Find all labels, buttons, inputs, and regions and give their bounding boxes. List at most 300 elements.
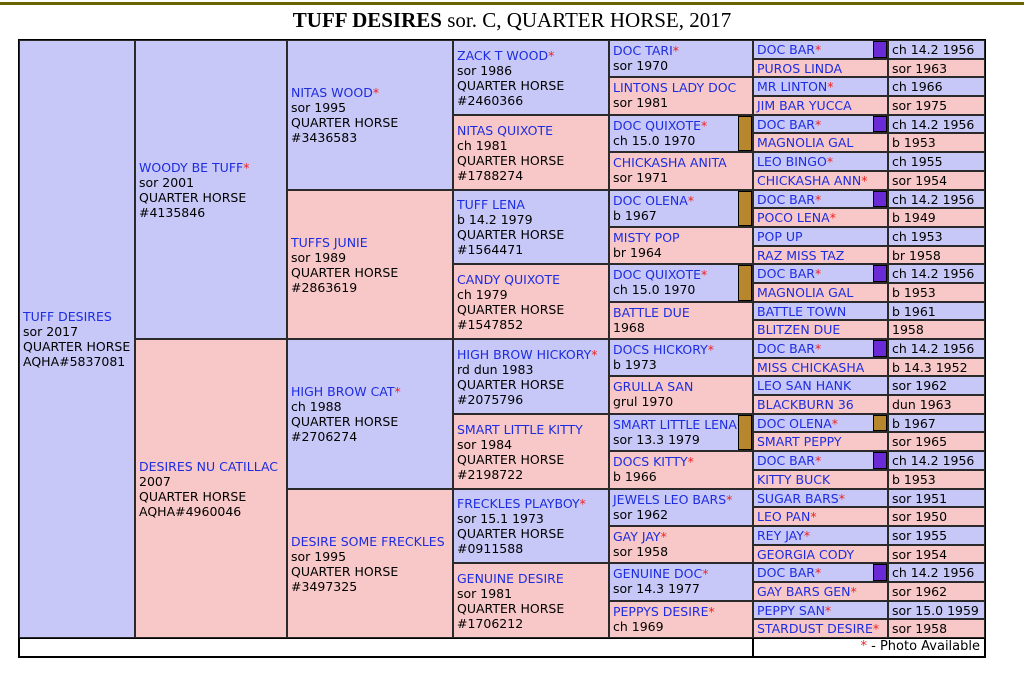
pedigree-entry (287, 40, 453, 190)
horse-info-cell (888, 414, 985, 432)
horse-info: sor 1950 (892, 509, 948, 524)
horse-detail-line: b 14.2 1979 (457, 212, 533, 227)
horse-info-cell (888, 208, 985, 227)
horse-detail-line: sor 1958 (613, 544, 669, 559)
horse-name-link[interactable]: DOC BAR (757, 266, 815, 281)
horse-name-cell (753, 171, 888, 190)
horse-name-link[interactable]: DOC BAR (757, 42, 815, 57)
horse-name-link[interactable]: NITAS WOOD (291, 85, 373, 100)
photo-available-star: * (814, 565, 822, 580)
horse-name-cell (753, 320, 888, 339)
horse-name-link[interactable]: NITAS QUIXOTE (457, 122, 553, 138)
horse-info-cell (888, 77, 985, 96)
horse-info: sor 1954 (892, 173, 948, 188)
horse-name-cell (753, 545, 888, 563)
pedigree-entry (753, 470, 985, 489)
pedigree-entry (753, 489, 985, 507)
horse-info-cell (888, 302, 985, 320)
horse-text (613, 529, 749, 559)
horse-name-link[interactable]: DOC OLENA (613, 193, 688, 208)
horse-name-link[interactable]: LEO BINGO (757, 154, 827, 169)
pedigree-entry (609, 264, 753, 302)
photo-thumbnail-icon[interactable] (873, 41, 887, 58)
horse-name-link[interactable]: DOC BAR (757, 565, 815, 580)
photo-available-star: * (838, 491, 845, 506)
horse-info: ch 1966 (892, 79, 943, 94)
photo-available-star: * (803, 528, 811, 543)
horse-info: b 1967 (892, 416, 936, 431)
horse-name-line (613, 155, 749, 170)
horse-name-line (291, 235, 449, 250)
horse-detail-line: QUARTER HORSE (291, 115, 399, 130)
horse-name-line (613, 43, 749, 58)
pedigree-entry (609, 601, 753, 638)
horse-info-cell (888, 432, 985, 451)
horse-detail-line: QUARTER HORSE (291, 414, 399, 429)
pedigree-entry (753, 190, 985, 208)
horse-name-line (139, 459, 283, 474)
photo-available-star: * (814, 266, 822, 281)
photo-thumbnail-icon[interactable] (873, 452, 887, 469)
horse-detail-line: QUARTER HORSE (139, 488, 247, 504)
pedigree-entry (609, 376, 753, 414)
photo-thumbnail-icon[interactable] (738, 415, 752, 450)
photo-thumbnail-icon[interactable] (873, 265, 887, 282)
horse-detail-line: #2706274 (291, 429, 358, 444)
horse-detail-line: sor 1981 (613, 95, 669, 110)
pedigree-entry (753, 582, 985, 601)
horse-name-cell (753, 451, 888, 470)
horse-detail-line: AQHA#5837081 (23, 354, 126, 369)
horse-name-cell (753, 59, 888, 77)
horse-name-cell (753, 264, 888, 283)
photo-available-star: * (814, 453, 822, 468)
horse-info-cell (888, 320, 985, 339)
horse-info-cell (888, 395, 985, 414)
horse-name-link[interactable]: GENUINE DESIRE (457, 570, 564, 586)
horse-info-cell (888, 171, 985, 190)
horse-detail-line: QUARTER HORSE (457, 152, 565, 168)
horse-name-cell (753, 395, 888, 414)
photo-available-star: * (826, 154, 834, 169)
horse-detail-line: #2075796 (457, 391, 524, 407)
horse-name-link[interactable]: DESIRE SOME FRECKLES (291, 533, 445, 549)
pedigree-entry (753, 320, 985, 339)
photo-available-star: * (814, 117, 822, 132)
horse-name-link[interactable]: STARDUST DESIRE (757, 621, 873, 636)
horse-detail-line: QUARTER HORSE (457, 526, 565, 541)
horse-name-line (139, 160, 283, 175)
horse-info: b 1953 (892, 285, 936, 300)
horse-info-cell (888, 619, 985, 638)
horse-name-link[interactable]: JIM BAR YUCCA (757, 98, 852, 113)
horse-info-cell (888, 563, 985, 582)
pedigree-entry (753, 77, 985, 96)
horse-info-cell (888, 451, 985, 470)
horse-detail-line: #2863619 (291, 279, 358, 295)
horse-name-cell (753, 133, 888, 152)
horse-info-cell (888, 96, 985, 115)
horse-text (457, 272, 605, 332)
horse-name-link[interactable]: KITTY BUCK (757, 472, 831, 487)
horse-info: sor 1954 (892, 547, 948, 562)
horse-name-link[interactable]: PEPPY SAN (757, 603, 825, 618)
horse-name-link[interactable]: HIGH BROW HICKORY (457, 346, 592, 362)
photo-available-star: * (861, 173, 868, 188)
horse-text (457, 48, 605, 108)
horse-name-link[interactable]: CHICKASHA ANITA (613, 155, 727, 170)
horse-name-line (23, 309, 131, 324)
horse-info-cell (888, 601, 985, 619)
horse-name-link[interactable]: DOC BAR (757, 192, 815, 207)
photo-available-star: * (579, 496, 586, 511)
horse-name-link[interactable]: DESIRES NU CATILLAC (139, 458, 279, 474)
horse-detail-line: #2460366 (457, 92, 524, 108)
horse-text (613, 230, 749, 260)
horse-name-link[interactable]: LEO PAN (757, 509, 811, 524)
photo-available-star: * (708, 604, 715, 619)
horse-name-link[interactable]: WOODY BE TUFF (139, 159, 244, 175)
horse-name-line (291, 384, 449, 399)
horse-detail-line: sor 1995 (291, 548, 347, 564)
horse-info: ch 1953 (892, 229, 943, 244)
horse-text (613, 43, 749, 73)
pedigree-entry (135, 40, 287, 339)
horse-name-link[interactable]: SMART LITTLE KITTY (457, 421, 583, 437)
horse-info-cell (888, 526, 985, 545)
horse-detail-line: rd dun 1983 (457, 361, 534, 377)
horse-text (613, 604, 749, 634)
horse-info: b 1953 (892, 135, 936, 150)
horse-text (613, 566, 749, 596)
horse-detail-line: ch 15.0 1970 (613, 133, 696, 148)
horse-name-cell (753, 246, 888, 264)
footer-blank-cell (19, 638, 753, 657)
horse-name-link[interactable]: POP UP (757, 229, 803, 244)
horse-name-cell (753, 376, 888, 395)
horse-info-cell (888, 190, 985, 208)
title-horse-name: TUFF DESIRES (292, 8, 442, 32)
horse-info: sor 15.0 1959 (892, 603, 979, 618)
horse-detail-line: sor 2017 (23, 324, 79, 339)
pedigree-entry (609, 489, 753, 526)
horse-name-link[interactable]: DOC BAR (757, 117, 815, 132)
horse-info-cell (888, 376, 985, 395)
horse-info-cell (888, 227, 985, 246)
horse-name-link[interactable]: DOCS HICKORY (613, 342, 708, 357)
horse-name-line (613, 379, 749, 394)
horse-text (613, 454, 749, 484)
photo-available-star: * (850, 584, 857, 599)
pedigree-entry (753, 526, 985, 545)
horse-info-cell (888, 582, 985, 601)
horse-detail-line: sor 1986 (457, 62, 513, 78)
horse-detail-line: sor 1971 (613, 170, 669, 185)
horse-text (291, 85, 449, 145)
horse-name-cell (753, 96, 888, 115)
horse-detail-line: sor 1989 (291, 249, 347, 265)
horse-name-link[interactable]: GENUINE DOC (613, 566, 703, 581)
pedigree-entry (453, 115, 609, 190)
horse-name-link[interactable]: FRECKLES PLAYBOY (457, 496, 580, 511)
horse-text (613, 193, 749, 223)
horse-text (613, 155, 749, 185)
horse-info: b 14.3 1952 (892, 360, 968, 375)
photo-available-star: * (726, 492, 733, 507)
horse-name-line (457, 197, 605, 212)
photo-thumbnail-icon[interactable] (738, 265, 752, 301)
horse-info-cell (888, 283, 985, 302)
photo-available-star: * (591, 346, 598, 362)
horse-name-link[interactable]: DOC QUIXOTE (613, 118, 701, 133)
pedigree-entry (753, 619, 985, 638)
horse-info: ch 14.2 1956 (892, 266, 975, 281)
horse-name-link[interactable]: CHICKASHA ANN (757, 173, 862, 188)
horse-name-link[interactable]: GAY BARS GEN (757, 584, 851, 599)
horse-text (457, 197, 605, 257)
photo-available-star: * (700, 267, 708, 282)
horse-name-link[interactable]: LINTONS LADY DOC (613, 80, 737, 95)
horse-name-link[interactable]: DOC BAR (757, 341, 815, 356)
horse-info: sor 1951 (892, 491, 948, 506)
horse-info: ch 1955 (892, 154, 943, 169)
horse-name-link[interactable]: ZACK T WOOD (457, 47, 549, 63)
horse-name-link[interactable]: BATTLE TOWN (757, 304, 847, 319)
horse-name-cell (753, 227, 888, 246)
pedigree-entry (753, 59, 985, 77)
pedigree-entry (753, 171, 985, 190)
horse-detail-line: QUARTER HORSE (457, 600, 565, 616)
horse-name-line (457, 272, 605, 287)
horse-name-cell (753, 152, 888, 171)
pedigree-entry (753, 395, 985, 414)
horse-name-link[interactable]: MAGNOLIA GAL (757, 285, 854, 300)
horse-info: b 1949 (892, 210, 936, 225)
horse-name-link[interactable]: DOC TARI (613, 43, 673, 58)
horse-text (291, 235, 449, 295)
pedigree-entry (453, 563, 609, 638)
photo-available-star: * (810, 509, 817, 524)
horse-name-cell (753, 302, 888, 320)
horse-name-line (613, 193, 749, 208)
pedigree-entry (753, 451, 985, 470)
horse-info-cell (888, 115, 985, 133)
horse-info: br 1958 (892, 248, 941, 263)
horse-info: sor 1975 (892, 98, 948, 113)
top-rule (0, 2, 1024, 5)
horse-name-cell (753, 190, 888, 208)
horse-info-cell (888, 264, 985, 283)
horse-detail-line: QUARTER HORSE (291, 264, 399, 280)
horse-name-line (613, 529, 749, 544)
horse-info-cell (888, 40, 985, 59)
photo-available-star: * (824, 603, 832, 618)
horse-info-cell (888, 489, 985, 507)
horse-detail-line: 1968 (613, 320, 645, 335)
horse-name-link[interactable]: LEO SAN HANK (757, 378, 852, 393)
horse-text (613, 492, 749, 522)
horse-name-link[interactable]: JEWELS LEO BARS (613, 492, 727, 507)
horse-detail-line: QUARTER HORSE (457, 227, 565, 242)
page-title (0, 8, 1024, 33)
horse-name-cell (753, 601, 888, 619)
horse-name-link[interactable]: REY JAY (757, 528, 804, 543)
photo-available-star: * (707, 342, 715, 357)
pedigree-entry (609, 339, 753, 376)
photo-thumbnail-icon[interactable] (873, 116, 887, 132)
horse-detail-line: ch 1979 (457, 286, 508, 302)
horse-name-link[interactable]: PUROS LINDA (757, 61, 843, 76)
horse-name-cell (753, 563, 888, 582)
horse-text (457, 571, 605, 631)
horse-info-cell (888, 133, 985, 152)
pedigree-entry (753, 227, 985, 246)
photo-thumbnail-icon[interactable] (873, 340, 887, 357)
horse-info-cell (888, 545, 985, 563)
horse-info: ch 14.2 1956 (892, 117, 975, 132)
horse-name-link[interactable]: PEPPYS DESIRE (613, 604, 709, 619)
photo-thumbnail-icon[interactable] (873, 191, 887, 207)
photo-thumbnail-icon[interactable] (738, 191, 752, 226)
photo-thumbnail-icon[interactable] (738, 116, 752, 151)
pedigree-entry (453, 489, 609, 563)
horse-detail-line: sor 13.3 1979 (613, 432, 700, 447)
horse-detail-line: QUARTER HORSE (457, 77, 565, 93)
horse-name-line (613, 492, 749, 507)
horse-name-link[interactable]: SUGAR BARS (757, 491, 839, 506)
horse-name-line (457, 347, 605, 362)
horse-detail-line: sor 1962 (613, 507, 669, 522)
horse-name-line (457, 496, 605, 511)
horse-name-link[interactable]: MAGNOLIA GAL (757, 135, 854, 150)
pedigree-entry (287, 190, 453, 339)
horse-name-link[interactable]: TUFFS JUNIE (291, 234, 368, 250)
pedigree-entry (753, 601, 985, 619)
horse-name-link[interactable]: DOC BAR (757, 453, 815, 468)
horse-name-line (613, 267, 749, 282)
horse-detail-line: sor 1995 (291, 100, 347, 115)
horse-name-cell (753, 470, 888, 489)
pedigree-entry (287, 489, 453, 638)
horse-info: ch 14.2 1956 (892, 565, 975, 580)
horse-name-link[interactable]: SMART PEPPY (757, 434, 842, 449)
horse-info: dun 1963 (892, 397, 952, 412)
horse-name-link[interactable]: DOC OLENA (757, 416, 832, 431)
horse-detail-line: b 1967 (613, 208, 657, 223)
horse-info-cell (888, 246, 985, 264)
pedigree-entry (753, 507, 985, 526)
photo-available-star: * (702, 566, 709, 581)
horse-name-link[interactable]: POCO LENA (757, 210, 830, 225)
horse-detail-line: QUARTER HORSE (457, 451, 565, 467)
horse-name-cell (753, 432, 888, 451)
horse-name-link[interactable]: BLACKBURN 36 (757, 397, 854, 412)
horse-detail-line: sor 1984 (457, 436, 513, 452)
horse-name-cell (753, 414, 888, 432)
horse-text (613, 305, 749, 335)
photo-available-star: * (814, 42, 822, 57)
horse-name-line (457, 571, 605, 586)
photo-thumbnail-icon[interactable] (873, 415, 887, 431)
pedigree-entry (753, 358, 985, 376)
horse-name-link[interactable]: MR LINTON (757, 79, 828, 94)
horse-info: ch 14.2 1956 (892, 453, 975, 468)
horse-detail-line: #3436583 (291, 130, 358, 145)
pedigree-entry (609, 190, 753, 227)
pedigree-entry (753, 376, 985, 395)
horse-info: b 1961 (892, 304, 936, 319)
horse-name-line (457, 422, 605, 437)
horse-info: ch 14.2 1956 (892, 42, 975, 57)
horse-name-link[interactable]: RAZ MISS TAZ (757, 248, 845, 263)
horse-name-line (291, 85, 449, 100)
horse-name-link[interactable]: BLITZEN DUE (757, 322, 841, 337)
photo-available-star: * (827, 79, 834, 94)
pedigree-entry (609, 152, 753, 190)
pedigree-entry (453, 264, 609, 339)
horse-name-link[interactable]: HIGH BROW CAT (291, 384, 395, 399)
pedigree-entry (609, 451, 753, 489)
horse-name-line (613, 417, 749, 432)
horse-name-link[interactable]: CANDY QUIXOTE (457, 271, 560, 287)
photo-thumbnail-icon[interactable] (873, 564, 887, 581)
horse-name-line (613, 118, 749, 133)
photo-available-star: * (814, 192, 822, 207)
horse-name-cell (753, 339, 888, 358)
photo-available-star: * (672, 43, 680, 58)
horse-name-link[interactable]: TUFF LENA (457, 197, 525, 212)
horse-text (613, 342, 749, 372)
horse-name-link[interactable]: DOCS KITTY (613, 454, 688, 469)
horse-detail-line: QUARTER HORSE (457, 376, 565, 392)
horse-name-link[interactable]: BATTLE DUE (613, 305, 690, 320)
horse-name-link[interactable]: TUFF DESIRES (23, 309, 112, 324)
horse-info: 1958 (892, 322, 924, 337)
horse-name-line (613, 80, 749, 95)
horse-text (613, 379, 749, 409)
pedigree-entry (753, 40, 985, 59)
horse-name-link[interactable]: MISS CHICKASHA (757, 360, 865, 375)
horse-detail-line: b 1973 (613, 357, 657, 372)
horse-detail-line: #1788274 (457, 167, 524, 183)
horse-name-link[interactable]: GRULLA SAN (613, 379, 694, 394)
horse-name-link[interactable]: GAY JAY (613, 529, 661, 544)
horse-name-cell (753, 619, 888, 638)
horse-name-link[interactable]: MISTY POP (613, 230, 680, 245)
photo-legend (753, 638, 985, 657)
horse-name-cell (753, 208, 888, 227)
pedigree-entry (753, 115, 985, 133)
pedigree-entry (609, 302, 753, 339)
horse-detail-line: 2007 (139, 473, 171, 489)
horse-info: sor 1955 (892, 528, 948, 543)
horse-info: sor 1963 (892, 61, 948, 76)
pedigree-entry (609, 227, 753, 264)
horse-text (613, 118, 749, 148)
horse-info-cell (888, 152, 985, 171)
pedigree-entry (609, 40, 753, 77)
pedigree-entry (753, 264, 985, 283)
horse-name-link[interactable]: SMART LITTLE LENA (613, 417, 737, 432)
horse-name-line (613, 342, 749, 357)
pedigree-entry (753, 283, 985, 302)
horse-name-link[interactable]: GEORGIA CODY (757, 547, 855, 562)
pedigree-entry (753, 302, 985, 320)
pedigree-chart (18, 39, 986, 658)
horse-name-link[interactable]: DOC QUIXOTE (613, 267, 701, 282)
photo-available-star: * (700, 118, 708, 133)
horse-name-line (613, 566, 749, 581)
